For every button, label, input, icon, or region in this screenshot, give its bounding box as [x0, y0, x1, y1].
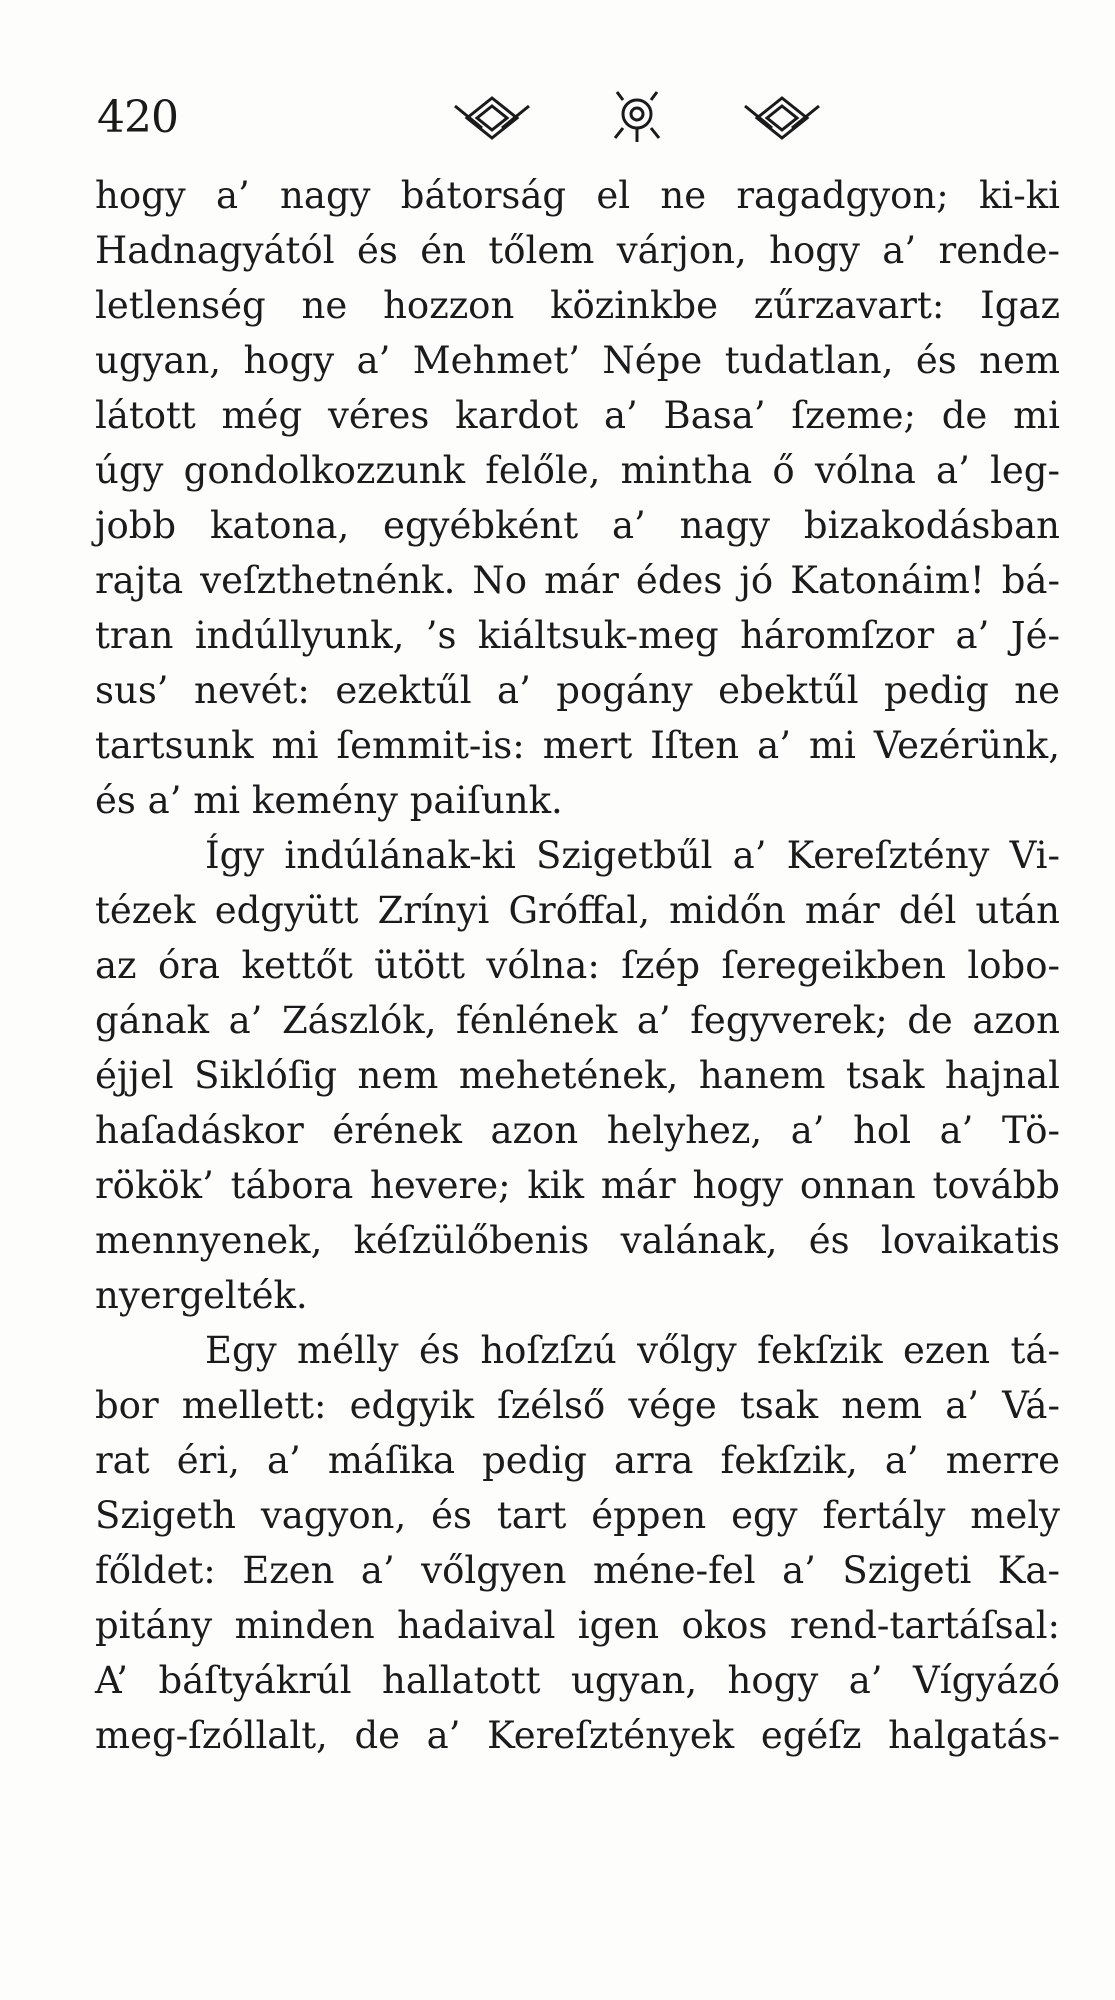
- text-line: és a’ mi kemény paiſunk.: [95, 779, 563, 822]
- text-line: bor mellett: edgyik ſzélső vége tsak nem a’ Vá-: [95, 1384, 1060, 1427]
- text-line: Egy mélly és hoſzſzú vőlgy fekſzik ezen tá-: [205, 1329, 1060, 1372]
- text-line: Így indúlának-ki Szigetbűl a’ Kereſztény Vi-: [205, 834, 1060, 877]
- text-line: sus’ nevét: ezektűl a’ pogány ebektűl pedig ne: [95, 669, 1060, 712]
- text-line: hogy a’ nagy bátorság el ne ragadgyon; ki-ki: [95, 174, 1060, 217]
- text-line: tartsunk mi ſemmit-is: mert Iſten a’ mi Vezérünk,: [95, 724, 1060, 767]
- text-line: főldet: Ezen a’ vőlgyen méne-fel a’ Szigeti Ka-: [95, 1549, 1060, 1592]
- page-header: [97, 88, 997, 158]
- text-line: rajta veſzthetnénk. No már édes jó Katonáim! bá-: [95, 559, 1060, 602]
- text-line: tran indúllyunk, ’s kiáltsuk-meg háromſzor a’ Jé-: [95, 614, 1060, 657]
- text-line: ugyan, hogy a’ Mehmet’ Népe tudatlan, és nem: [95, 339, 1060, 382]
- paragraph-1: [95, 168, 1060, 828]
- text-line: Szigeth vagyon, és tart éppen egy fertály mely: [95, 1494, 1060, 1537]
- paragraph-2: [95, 828, 1060, 1323]
- text-line: rökök’ tábora hevere; kik már hogy onnan tovább: [95, 1164, 1060, 1207]
- text-line: haſadáskor érének azon helyhez, a’ hol a’ Tö-: [95, 1109, 1060, 1152]
- floral-ornament-icon: [447, 88, 827, 148]
- text-line: tézek edgyütt Zrínyi Gróffal, midőn már dél után: [95, 889, 1060, 932]
- text-line: az óra kettőt ütött vólna: ſzép ſeregeikben lobo-: [95, 944, 1060, 987]
- page-text: [95, 168, 1060, 1763]
- text-line: jobb katona, egyébként a’ nagy bizakodásban: [95, 504, 1060, 547]
- text-line: gának a’ Zászlók, fénlének a’ fegyverek; de azon: [95, 999, 1060, 1042]
- text-line: éjjel Siklóſig nem mehetének, hanem tsak hajnal: [95, 1054, 1060, 1097]
- text-line: meg-ſzóllalt, de a’ Kereſztények egéſz halgatás-: [95, 1714, 1060, 1757]
- page-number: 420: [97, 92, 178, 143]
- text-line: A’ báſtyákrúl hallatott ugyan, hogy a’ Vígyázó: [95, 1659, 1060, 1702]
- text-line: látott még véres kardot a’ Basa’ ſzeme; de mi: [95, 394, 1060, 437]
- text-line: úgy gondolkozzunk felőle, mintha ő vólna a’ leg-: [95, 449, 1060, 492]
- text-line: Hadnagyától és én tőlem várjon, hogy a’ rende-: [95, 229, 1060, 272]
- text-line: rat éri, a’ máſika pedig arra fekſzik, a’ merre: [95, 1439, 1060, 1482]
- text-line: nyergelték.: [95, 1274, 308, 1317]
- text-line: letlenség ne hozzon közinkbe zűrzavart: Igaz: [95, 284, 1060, 327]
- text-line: pitány minden hadaival igen okos rend-tartáſsal:: [95, 1604, 1060, 1647]
- text-line: mennyenek, kéſzülőbenis valának, és lovaikatis: [95, 1219, 1060, 1262]
- paragraph-3: [95, 1323, 1060, 1763]
